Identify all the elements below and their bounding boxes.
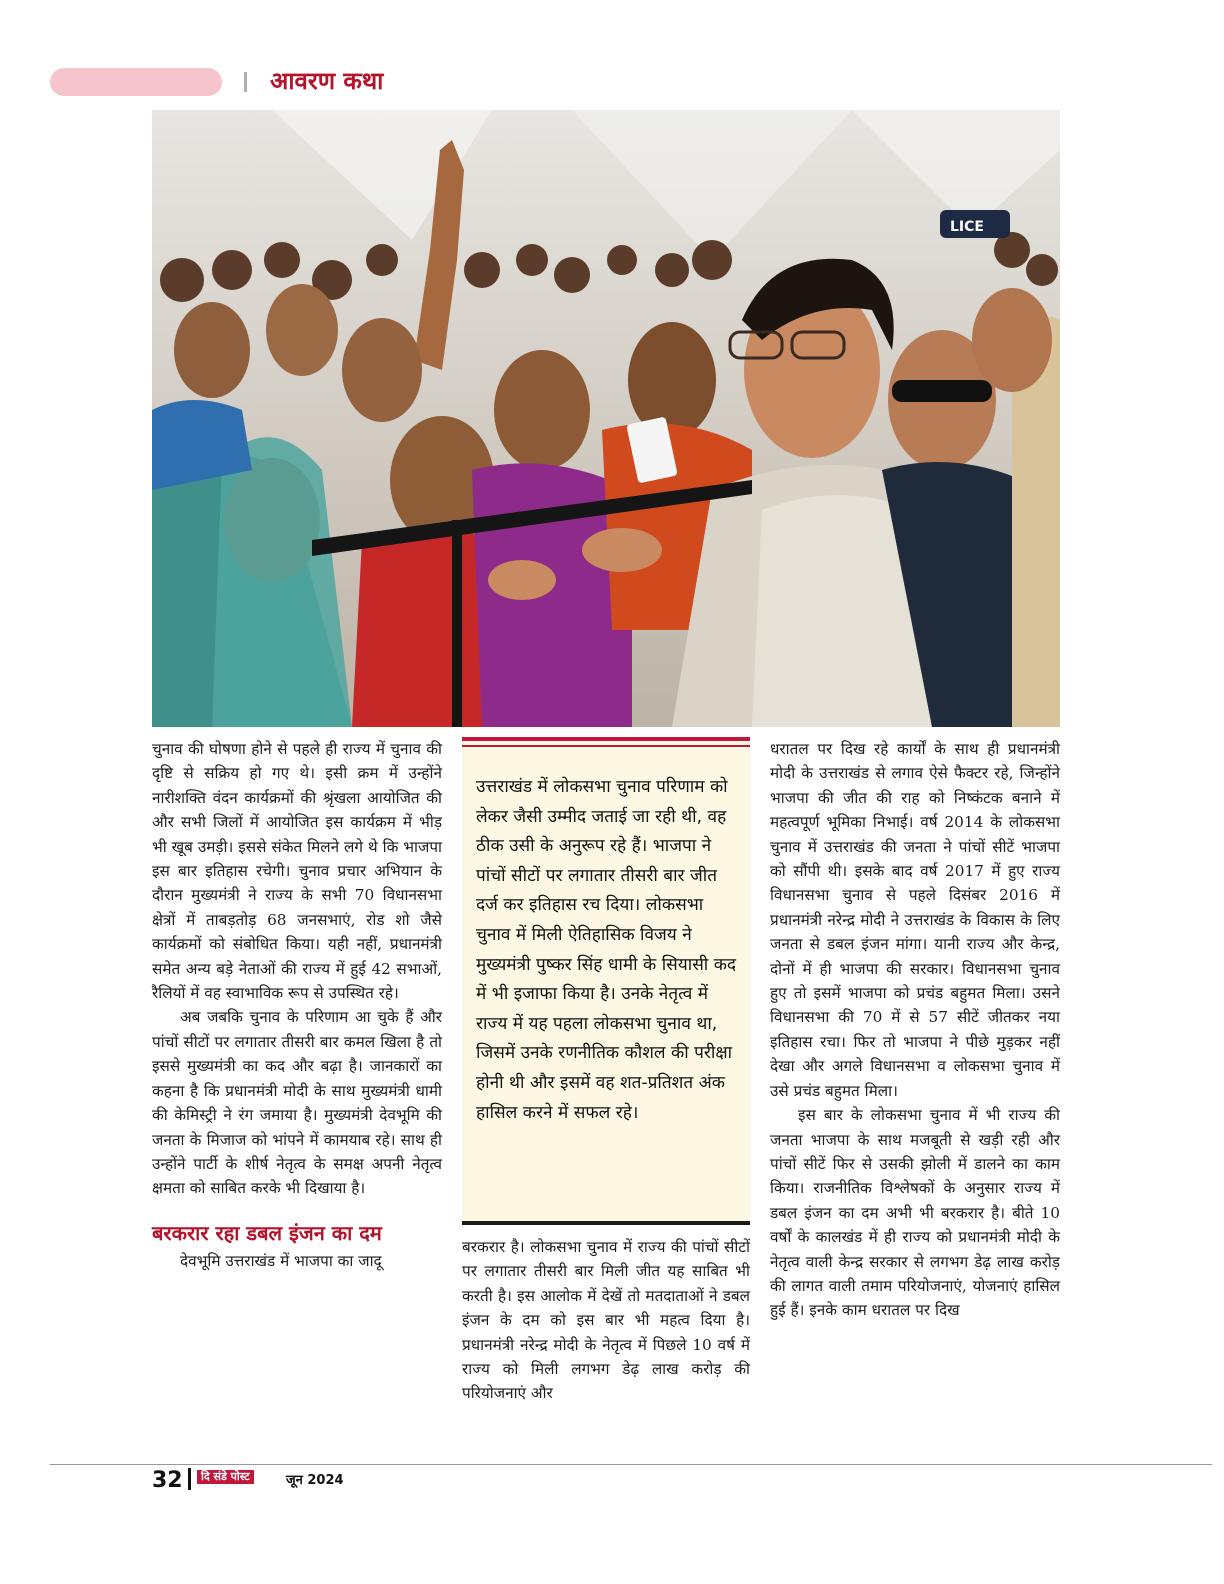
- police-badge-text: LICE: [950, 219, 984, 235]
- header-pill: [50, 68, 222, 96]
- cover-photo: [152, 110, 1060, 727]
- pull-quote-rule-top-thin: [462, 745, 750, 747]
- column-2: [462, 1235, 750, 1406]
- pull-quote-box: [462, 737, 750, 1225]
- footer-separator: [188, 1468, 191, 1490]
- col3-para2: इस बार के लोकसभा चुनाव में भी राज्य की जनता भाजपा के साथ मजबूती से खड़ी रही और पांचों सीटें फिर से उसकी झोली में डालने का काम किया। राजनीतिक विश्लेषकों के अनुसार राज्य में डबल इंजन का दम अभी भी बरकरार है। बीते 10 वर्षों के कालखंड में ही राज्य को प्रधानमंत्री मोदी के नेतृत्व वाली केन्द्र सरकार से लगभग डेढ़ लाख करोड़ की लागत वाली तमाम परियोजनाएं, योजनाएं हासिल हुई हैं। इनके काम धरातल पर दिख: [770, 1106, 1060, 1320]
- subheading: बरकरार रहा डबल इंजन का दम: [152, 1220, 382, 1245]
- col2-para1: बरकरार है। लोकसभा चुनाव में राज्य की पांचों सीटों पर लगातार तीसरी बार मिली जीत यह साबित भी करती है। इस आलोक में देखें तो मतदाताओं ने डबल इंजन के दम को इस बार भी महत्व दिया है। प्रधानमंत्री नरेन्द्र मोदी के नेतृत्व में पिछले 10 वर्ष में राज्य को मिली लगभग डेढ़ लाख करोड़ की परियोजनाएं और: [462, 1238, 750, 1403]
- column-3: [770, 737, 1060, 1323]
- col1-para3: देवभूमि उत्तराखंड में भाजपा का जादू: [180, 1252, 382, 1271]
- pull-quote-text: उत्तराखंड में लोकसभा चुनाव परिणाम को लेकर जैसी उम्मीद जताई जा रही थी, वह ठीक उसी के अनुरूप रहे हैं। भाजपा ने पांचों सीटों पर लगातार तीसरी बार जीत दर्ज कर इतिहास रच दिया। लोकसभा चुनाव में मिली ऐतिहासिक विजय ने मुख्यमंत्री पुष्कर सिंह धामी के सियासी कद में भी इजाफा किया है। उनके नेतृत्व में राज्य में यह पहला लोकसभा चुनाव था, जिसमें उनके रणनीतिक कौशल की परीक्षा होनी थी और इसमें वह शत-प्रतिशत अंक हासिल करने में सफल रहे।: [476, 777, 737, 1123]
- footer-rule: [50, 1464, 1212, 1465]
- section-title: आवरण कथा: [270, 67, 384, 95]
- page-number: 32: [152, 1468, 183, 1493]
- col1-para1: चुनाव की घोषणा होने से पहले ही राज्य में चुनाव की दृष्टि से सक्रिय हो गए थे। इसी क्रम में उन्होंने नारीशक्ति वंदन कार्यक्रमों की श्रृंखला आयोजित की और सभी जिलों में आयोजित इस कार्यक्रम में भीड़ भी खूब उमड़ी। इससे संकेत मिलने लगे थे कि भाजपा इस बार इतिहास रचेगी। चुनाव प्रचार अभियान के दौरान मुख्यमंत्री ने राज्य के सभी 70 विधानसभा क्षेत्रों में ताबड़तोड़ 68 जनसभाएं, रोड शो जैसे कार्यक्रमों को संबोधित किया। यही नहीं, प्रधानमंत्री समेत अन्य बड़े नेताओं की राज्य में हुई 42 सभाओं, रैलियों में वह स्वाभाविक रूप से उपस्थित रहे।: [152, 740, 442, 1003]
- magazine-logo: दि संडे पोस्ट: [197, 1470, 254, 1484]
- col3-para1: धरातल पर दिख रहे कार्यों के साथ ही प्रधानमंत्री मोदी के उत्तराखंड से लगाव ऐसे फैक्टर रहे, जिन्होंने भाजपा की जीत की राह को निष्कंटक बनाने में महत्वपूर्ण भूमिका निभाई। वर्ष 2014 के लोकसभा चुनाव में उत्तराखंड की जनता ने पांचों सीटें भाजपा को सौंपी थी। इसके बाद वर्ष 2017 में हुए राज्य विधानसभा चुनाव से पहले दिसंबर 2016 में प्रधानमंत्री नरेन्द्र मोदी ने उत्तराखंड के विकास के लिए जनता से डबल इंजन मांगा। यानी राज्य और केन्द्र, दोनों में ही भाजपा की सरकार। विधानसभा चुनाव हुए तो इसमें भाजपा को प्रचंड बहुमत मिला। उसने विधानसभा की 70 में से 57 सीटें जीतकर नया इतिहास रचा। फिर तो भाजपा ने पीछे मुड़कर नहीं देखा और अगले विधानसभा व लोकसभा चुनाव में उसे प्रचंड बहुमत मिला।: [770, 740, 1060, 1100]
- column-1: [152, 737, 442, 1274]
- issue-date: जून 2024: [286, 1473, 344, 1488]
- pull-quote-rule-bottom: [462, 1221, 750, 1225]
- header-separator: [244, 72, 247, 92]
- col1-para2: अब जबकि चुनाव के परिणाम आ चुके हैं और पांचों सीटों पर लगातार तीसरी बार कमल खिला है तो इससे मुख्यमंत्री का कद और बढ़ा है। जानकारों का कहना है कि प्रधानमंत्री मोदी के साथ मुख्यमंत्री धामी की केमिस्ट्री ने रंग जमाया है। मुख्यमंत्री देवभूमि की जनता के मिजाज को भांपने में कामयाब रहे। साथ ही उन्होंने पार्टी के शीर्ष नेतृत्व के समक्ष अपनी नेतृत्व क्षमता को साबित करके भी दिखाया है।: [152, 1008, 442, 1198]
- pull-quote-rule-top: [462, 737, 750, 741]
